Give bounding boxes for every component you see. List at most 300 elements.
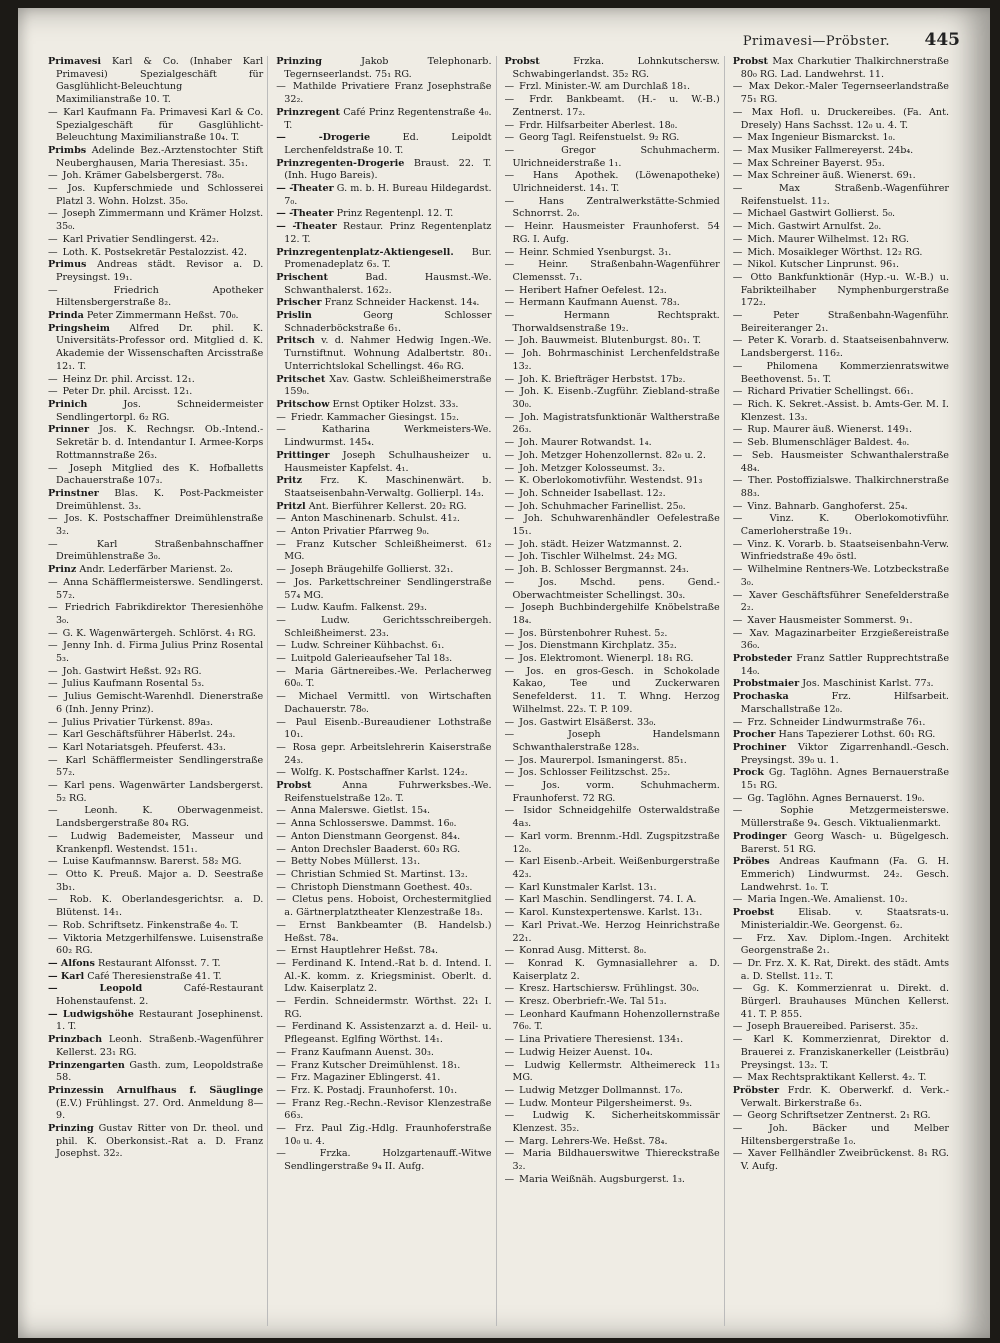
entry-text: Vinz. K. Vorarb. b. Staatseisenbahn-Verw. Winfriedstraße 49₀ östl. — [740, 538, 949, 563]
directory-entry — [276, 640, 491, 653]
directory-entry — [733, 653, 949, 678]
entry-ditto-dash: — — [48, 932, 58, 944]
entry-text: Maria Weißnäh. Augsburgerst. 1₃. — [519, 1173, 685, 1185]
entry-ditto-dash: — — [732, 627, 743, 639]
entry-text: Joh. städt. Heizer Watzmannst. 2. — [519, 538, 682, 550]
entry-text: Mathilde Privatiere Franz Josephstraße 32₂. — [284, 81, 492, 106]
entry-ditto-dash: — — [504, 94, 515, 106]
directory-entry — [276, 335, 491, 373]
directory-entry — [276, 539, 491, 564]
entry-text: v. d. Nahmer Hedwig Ingen.-We. Turnstiftnut. Wohnung Adalbertstr. 80₁. Unterrichtslokal Schellingst. 46₀ RG. — [284, 335, 492, 372]
directory-entry — [505, 475, 720, 488]
entry-ditto-dash: — — [276, 653, 286, 665]
directory-entry — [505, 501, 720, 514]
entry-surname: Prinz — [48, 564, 77, 576]
directory-entry — [505, 996, 720, 1009]
entry-text: Ferdin. Schneidermstr. Wörthst. 22₁ I. RG. — [284, 996, 492, 1020]
entry-text: Heinr. Hausmeister Fraunhoferst. 54 RG. I. Aufg. — [512, 221, 720, 245]
entry-ditto-dash: — — [48, 462, 58, 474]
entry-surname: Primavesi — [48, 56, 102, 67]
directory-entry — [48, 513, 263, 538]
entry-ditto-dash: — — [504, 996, 515, 1008]
directory-entry — [48, 259, 263, 284]
directory-entry — [276, 691, 491, 716]
directory-entry — [48, 577, 263, 602]
directory-entry — [48, 170, 263, 183]
entry-text: Gustav Ritter von Dr. theol. und phil. K. Oberkonsist.-Rat a. D. Franz Josephst. 32₂. — [56, 1123, 264, 1160]
entry-ditto-dash: — — [276, 564, 286, 576]
directory-entry — [48, 386, 263, 399]
entry-ditto-dash: — — [732, 106, 743, 118]
entry-text: Joh. Bauwmeist. Blutenburgst. 80₁. T. — [519, 335, 702, 347]
entry-text: Joh. Maurer Rotwandst. 1₄. — [519, 437, 652, 449]
directory-entry — [276, 501, 491, 514]
entry-ditto-dash: — — [48, 373, 58, 385]
entry-ditto-dash: — — [504, 1173, 515, 1185]
directory-entry — [733, 1034, 949, 1072]
running-head: Primavesi—Pröbster. — [742, 34, 890, 49]
entry-ditto-dash: — — [48, 386, 58, 398]
entry-text: Jos. Bürstenbohrer Ruhest. 5₂. — [519, 627, 668, 639]
entry-ditto-dash: — — [504, 449, 515, 461]
entry-surname: Probst — [732, 56, 768, 67]
entry-text: Anna Schlosserswe. Dammst. 16₀. — [290, 818, 457, 830]
entry-surname: — Karl — [48, 970, 85, 982]
entry-text: Jos. Elektromont. Wienerpl. 18₁ RG. — [519, 653, 694, 665]
entry-ditto-dash: — — [276, 538, 286, 550]
entry-text: Mich. Maurer Wilhelmst. 12₁ RG. — [747, 233, 909, 245]
entry-ditto-dash: — — [504, 983, 515, 995]
entry-ditto-dash: — — [48, 106, 58, 118]
entry-text: Frz. Paul Zig.-Hdlg. Fraunhoferstraße 10₀ u. 4. — [284, 1123, 492, 1147]
entry-surname: — Leopold — [48, 983, 143, 995]
entry-text: Blas. K. Post-Packmeister Dreimühlenst. 3₃. — [56, 487, 264, 512]
entry-text: Hans Tapezierer Lothst. 60₁ RG. — [778, 729, 936, 741]
entry-text: Bad. Hausmst.-We. Schwanthalerst. 162₂. — [284, 271, 492, 296]
entry-ditto-dash: — — [504, 830, 515, 842]
directory-entry — [48, 107, 263, 145]
entry-surname: Prochiner — [732, 741, 787, 753]
entry-text: Alfred Dr. phil. K. Universitäts-Professor ord. Mitglied d. K. Akademie der Wissenschaften Arcisstraße 12₁. T. — [56, 322, 264, 372]
entry-text: Christoph Dienstmann Goethest. 40₃. — [290, 881, 473, 893]
entry-text: Karl Geschäftsführer Häberlst. 24₃. — [62, 729, 236, 741]
entry-text: Restaurant Alfonsst. 7. T. — [98, 957, 221, 969]
entry-text: Julius Kaufmann Rosental 5₃. — [62, 678, 205, 690]
entry-text: Leonh. K. Oberwagenmeist. Landsbergerstraße 80₄ RG. — [56, 805, 264, 830]
directory-entry — [505, 1047, 720, 1060]
directory-entry — [505, 628, 720, 641]
entry-text: Konrad Ausg. Mitterst. 8₀. — [519, 945, 647, 957]
entry-text: Joseph Brauereibed. Pariserst. 35₂. — [747, 1021, 919, 1033]
entry-text: Rob. K. Oberlandesgerichtsr. a. D. Blütenst. 14₁. — [56, 894, 264, 919]
directory-entry — [276, 399, 491, 412]
entry-surname: Pringsheim — [48, 322, 110, 334]
directory-entry — [733, 742, 949, 767]
directory-entry — [733, 691, 949, 716]
entry-text: Ant. Bierführer Kellerst. 20₂ RG. — [308, 500, 467, 512]
directory-entry — [505, 170, 720, 195]
directory-entry — [505, 221, 720, 246]
directory-entry — [505, 132, 720, 145]
directory-entry — [276, 831, 491, 844]
entry-surname: Prinzessin Arnulfhaus f. Säuglinge — [48, 1084, 264, 1096]
entry-ditto-dash: — — [504, 195, 515, 207]
entry-surname: Pritschet — [276, 373, 326, 385]
directory-entry — [733, 272, 949, 310]
entry-text: G. m. b. H. Bureau Hildegardst. 7₀. — [284, 183, 492, 207]
entry-ditto-dash: — — [276, 640, 286, 652]
directory-entry — [276, 374, 491, 399]
entry-ditto-dash: — — [504, 780, 515, 792]
directory-entry — [505, 577, 720, 602]
entry-ditto-dash: — — [276, 665, 286, 677]
directory-entry — [505, 386, 720, 411]
entry-text: Karl & Co. (Inhaber Karl Primavesi) Spezialgeschäft für Gasglühlicht-Beleuchtung Maximilianstraße 10. T. — [56, 56, 264, 106]
entry-text: Rich. K. Sekret.-Assist. b. Amts-Ger. M. I. Klenzest. 13₃. — [740, 398, 949, 423]
directory-entry — [733, 501, 949, 514]
entry-text: Kresz. Oberbriefr.-We. Tal 51₃. — [519, 996, 667, 1008]
directory-entry — [505, 729, 720, 754]
entry-ditto-dash: — — [276, 1021, 286, 1033]
directory-entry — [733, 56, 949, 81]
entry-text: Joh. Metzger Kolosseumst. 3₂. — [519, 462, 666, 474]
entry-ditto-dash: — — [276, 894, 286, 906]
directory-entry — [505, 856, 720, 881]
entry-ditto-dash: — — [276, 1097, 286, 1109]
entry-ditto-dash: — — [504, 894, 515, 906]
entry-ditto-dash: — — [504, 513, 515, 525]
entry-text: Joseph Mitglied des K. Hofballetts Dachauerstraße 107₃. — [56, 462, 264, 487]
entry-ditto-dash: — — [504, 653, 515, 665]
entry-ditto-dash: — — [48, 856, 58, 868]
directory-entry — [276, 526, 491, 539]
entry-text: Hermann Rechtsprakt. Thorwaldsenstraße 19₂. — [512, 310, 720, 334]
entry-ditto-dash: — — [48, 869, 58, 880]
entry-ditto-dash: — — [732, 589, 743, 601]
entry-ditto-dash: — — [504, 564, 515, 576]
entry-surname: Primus — [48, 259, 87, 271]
directory-entry — [276, 818, 491, 831]
directory-entry — [48, 564, 263, 577]
directory-entry — [733, 247, 949, 260]
directory-entry — [505, 551, 720, 564]
entry-text: Jos. Schlosser Feilitzschst. 25₂. — [519, 767, 671, 779]
directory-entry — [733, 234, 949, 247]
directory-entry — [505, 882, 720, 895]
directory-entry — [505, 640, 720, 653]
directory-entry — [733, 729, 949, 742]
entry-text: Frzka. Lohnkutschersw. Schwabingerlandst. 35₂ RG. — [512, 56, 720, 80]
entry-surname: Prinstner — [48, 487, 99, 499]
entry-text: Anton Drechsler Baaderst. 60₃ RG. — [290, 843, 461, 855]
entry-text: Joseph Schulhausheizer u. Hausmeister Kapfelst. 4₁. — [284, 449, 492, 474]
entry-ditto-dash: — — [732, 614, 743, 626]
column-4 — [733, 56, 953, 1326]
entry-ditto-dash: — — [504, 348, 515, 360]
entry-text: Xav. Gastw. Schleißheimerstraße 159₀. — [284, 373, 492, 398]
directory-entry — [505, 120, 720, 133]
directory-entry — [276, 564, 491, 577]
entry-text: Frdr. Bankbeamt. (H.- u. W.-B.) Zentnerst. 17₂. — [512, 94, 720, 118]
entry-text: Joh. Metzger Hohenzollernst. 82₀ u. 2. — [519, 449, 706, 461]
entry-ditto-dash: — — [276, 716, 286, 728]
entry-text: Otto Bankfunktionär (Hyp.-u. W.-B.) u. Fabrikteilhaber Nymphenburgerstraße 172₂. — [740, 271, 949, 309]
entry-text: Georg Wasch- u. Bügelgesch. Barerst. 51 RG. — [740, 830, 949, 855]
entry-ditto-dash: — — [504, 640, 515, 652]
entry-surname: — -Theater — [276, 208, 334, 220]
directory-entry — [505, 894, 720, 907]
entry-ditto-dash: — — [276, 691, 286, 703]
entry-text: Hans Zentralwerkstätte-Schmied Schnorrst. 2₀. — [512, 195, 720, 220]
directory-entry — [276, 1060, 491, 1073]
entry-text: Vinz. K. Oberlokomotivführ. Camerloherstraße 19₁. — [740, 513, 949, 538]
entry-ditto-dash: — — [504, 437, 515, 449]
entry-ditto-dash: — — [504, 945, 515, 957]
entry-ditto-dash: — — [732, 81, 743, 93]
entry-text: Luise Kaufmannsw. Barerst. 58₂ MG. — [62, 856, 242, 868]
entry-ditto-dash: — — [732, 132, 743, 144]
column-1 — [48, 56, 268, 1326]
entry-ditto-dash: — — [48, 208, 58, 220]
directory-entry — [48, 56, 263, 107]
entry-text: Café Theresienstraße 41. T. — [87, 970, 222, 982]
directory-entry — [48, 1009, 263, 1034]
directory-entry — [48, 463, 263, 488]
directory-entry — [733, 717, 949, 730]
directory-entry — [48, 958, 263, 971]
entry-text: Seb. Hausmeister Schwanthalerstraße 48₄. — [740, 449, 949, 474]
entry-ditto-dash: — — [48, 691, 58, 703]
entry-text: Karl Straßenbahnschaffner Dreimühlenstraße 3₀. — [56, 538, 264, 563]
entry-ditto-dash: — — [732, 716, 743, 728]
entry-ditto-dash: — — [504, 386, 515, 398]
entry-ditto-dash: — — [732, 170, 743, 182]
entry-ditto-dash: — — [276, 881, 286, 893]
entry-text: Isidor Schneidgehilfe Osterwaldstraße 4a₃. — [512, 805, 720, 830]
directory-entry — [733, 259, 949, 272]
directory-entry — [505, 247, 720, 260]
entry-text: Peter K. Vorarb. d. Staatseisenbahnverw. Landsbergerst. 116₂. — [740, 335, 949, 360]
entry-text: Joh. Magistratsfunktionär Waltherstraße 26₃. — [512, 411, 720, 436]
entry-surname: Prinzing — [48, 1123, 94, 1135]
directory-entry — [276, 894, 491, 919]
entry-text: Hermann Kaufmann Auenst. 78₃. — [519, 297, 680, 309]
entry-text: Ludw. Monteur Pilgersheimerst. 9₃. — [519, 1097, 693, 1109]
directory-entry — [733, 767, 949, 792]
directory-entry — [276, 1148, 491, 1173]
entry-ditto-dash: — — [504, 475, 515, 487]
directory-entry — [276, 996, 491, 1021]
entry-text: Jos. K. Postschaffner Dreimühlenstraße 3₂. — [56, 513, 264, 538]
directory-entry — [505, 983, 720, 996]
entry-ditto-dash: — — [48, 183, 58, 195]
directory-entry — [48, 399, 263, 424]
entry-text: Luitpold Galerieaufseher Tal 18₃. — [290, 653, 453, 665]
entry-text: Anton Maschinenarb. Schulst. 41₂. — [290, 513, 460, 525]
entry-ditto-dash: — — [732, 805, 743, 817]
entry-ditto-dash: — — [504, 221, 515, 233]
entry-ditto-dash: — — [504, 1034, 515, 1046]
directory-entry — [505, 1136, 720, 1149]
entry-ditto-dash: — — [276, 856, 286, 868]
entry-text: Hans Apothek. (Löwenapotheke) Ulrichneiderst. 14₁. T. — [512, 170, 720, 195]
entry-text: Friedr. Kammacher Giesingst. 15₂. — [290, 411, 460, 423]
entry-text: Anna Fuhrwerksbes.-We. Reifenstuelstraße 12₀. T. — [284, 780, 492, 804]
entry-ditto-dash: — — [504, 170, 515, 182]
entry-text: Katharina Werkmeisters-We. Lindwurmst. 145₄. — [284, 424, 492, 449]
entry-surname: Pritschow — [276, 398, 330, 410]
directory-entry — [276, 742, 491, 767]
entry-ditto-dash: — — [48, 894, 58, 906]
entry-surname: — Ludwigshöhe — [48, 1008, 134, 1020]
directory-entry — [48, 602, 263, 627]
entry-ditto-dash: — — [276, 869, 286, 880]
entry-text: Restaurant Josephinenst. 1. T. — [56, 1008, 264, 1033]
entry-surname: Prinzregent — [276, 106, 340, 118]
directory-entry — [276, 412, 491, 425]
directory-entry — [276, 1085, 491, 1098]
entry-text: Xaver Hausmeister Sommerst. 9₁. — [747, 614, 913, 626]
entry-ditto-dash: — — [504, 1135, 515, 1147]
entry-text: Jos. en gros-Gesch. in Schokolade Kakao, Tee und Zuckerwaren Senefelderst. 11. T. Whng. Herzog Wilhelmst. 22₃. T. P. 109. — [512, 665, 720, 715]
entry-text: Friedrich Apotheker Hiltensbergerstraße 8₂. — [56, 284, 264, 309]
directory-entry — [733, 856, 949, 894]
entry-surname: Proebst — [732, 907, 775, 919]
entry-text: Franz Kaufmann Auenst. 30₃. — [290, 1046, 434, 1058]
entry-ditto-dash: — — [732, 360, 743, 372]
directory-entry — [505, 437, 720, 450]
directory-entry — [48, 729, 263, 742]
directory-entry — [505, 513, 720, 538]
entry-ditto-dash: — — [504, 627, 515, 639]
entry-surname: Prinzregenten-Drogerie — [276, 157, 405, 169]
entry-text: Wolfg. K. Postschaffner Karlst. 124₂. — [290, 767, 468, 779]
entry-surname: Probst — [504, 56, 540, 67]
entry-ditto-dash: — — [504, 957, 515, 969]
entry-text: Karl K. Kommerzienrat, Direktor d. Brauerei z. Franziskanerkeller (Leistbräu) Preysingst. 13₂. T. — [740, 1034, 949, 1071]
entry-ditto-dash: — — [732, 564, 743, 576]
directory-entry — [48, 894, 263, 919]
directory-entry — [733, 310, 949, 335]
entry-text: Anna Schäfflermeisterswe. Sendlingerst. 57₂. — [56, 576, 264, 601]
directory-entry — [48, 285, 263, 310]
entry-text: Lina Privatiere Theresienst. 134₁. — [519, 1034, 684, 1046]
entry-ditto-dash: — — [504, 767, 515, 779]
entry-text: Heinz Dr. phil. Arcisst. 12₁. — [62, 373, 195, 385]
entry-ditto-dash: — — [504, 1148, 515, 1160]
entry-ditto-dash: — — [504, 729, 515, 741]
directory-entry — [505, 755, 720, 768]
directory-entry — [505, 488, 720, 501]
entry-text: Viktor Zigarrenhandl.-Gesch. Preysingst. 39₀ u. 1. — [740, 741, 949, 766]
directory-entry — [505, 958, 720, 983]
directory-entry — [48, 628, 263, 641]
entry-ditto-dash: — — [504, 1059, 515, 1071]
entry-ditto-dash: — — [504, 1084, 515, 1096]
entry-ditto-dash: — — [732, 500, 743, 512]
entry-ditto-dash: — — [48, 919, 58, 931]
entry-text: Karl Notariatsgeh. Pfeuferst. 43₃. — [62, 741, 226, 753]
directory-entry — [276, 1098, 491, 1123]
entry-ditto-dash: — — [732, 233, 743, 245]
entry-ditto-dash: — — [48, 233, 58, 245]
entry-ditto-dash: — — [276, 919, 286, 931]
entry-text: Marg. Lehrers-We. Heßst. 78₄. — [519, 1135, 668, 1147]
entry-ditto-dash: — — [504, 132, 515, 144]
entry-text: Andreas städt. Revisor a. D. Preysingst. 19₁. — [56, 259, 264, 283]
directory-entry — [733, 335, 949, 360]
entry-text: Konrad K. Gymnasiallehrer a. D. Kaiserplatz 2. — [512, 957, 720, 982]
entry-surname: Prinner — [48, 424, 90, 436]
entry-text: Joh. Schuhmacher Farinellist. 25₀. — [519, 500, 686, 512]
entry-text: Joh. Schneider Isabellast. 12₂. — [519, 487, 666, 499]
entry-ditto-dash: — — [732, 424, 743, 436]
entry-text: Ernst Hauptlehrer Heßst. 78₄. — [290, 945, 439, 957]
entry-text: Joh. Bohrmaschinist Lerchenfeldstraße 13₂. — [512, 348, 720, 372]
entry-text: Ludwig Metzger Dollmannst. 17₀. — [519, 1084, 683, 1096]
entry-text: Joseph Handelsmann Schwanthalerstraße 128₃. — [512, 729, 720, 753]
entry-ditto-dash: — — [276, 424, 286, 436]
entry-surname: Prischer — [276, 297, 322, 309]
directory-entry — [733, 1085, 949, 1110]
entry-text: Jos. Dienstmann Kirchplatz. 35₂. — [519, 640, 677, 652]
directory-entry — [733, 437, 949, 450]
entry-ditto-dash: — — [504, 856, 515, 868]
entry-text: Frz. Schneider Lindwurmstraße 76₁. — [747, 716, 926, 728]
directory-entry — [733, 1123, 949, 1148]
entry-ditto-dash: — — [48, 729, 58, 741]
directory-entry — [48, 234, 263, 247]
directory-entry — [733, 450, 949, 475]
directory-entry — [276, 780, 491, 805]
entry-text: Ludw. Gerichtsschreibergeh. Schleißheimerst. 23₃. — [284, 614, 492, 639]
entry-ditto-dash: — — [504, 602, 515, 614]
directory-columns — [48, 56, 953, 1326]
entry-text: Julius Privatier Türkenst. 89a₃. — [62, 716, 213, 728]
entry-text: Joh. K. Eisenb.-Zugführ. Ziebland-straße 30₀. — [512, 386, 720, 410]
directory-entry — [276, 1021, 491, 1046]
entry-ditto-dash: — — [732, 1148, 743, 1160]
directory-entry — [505, 767, 720, 780]
entry-surname: Probst — [276, 780, 312, 792]
directory-entry — [48, 183, 263, 208]
entry-ditto-dash: — — [48, 830, 58, 842]
entry-ditto-dash: — — [732, 437, 743, 449]
directory-entry — [505, 666, 720, 717]
entry-text: Ed. Leipoldt Lerchenfeldstraße 10. T. — [284, 132, 492, 156]
entry-text: Joseph Bräugehilfe Gollierst. 32₁. — [290, 564, 454, 576]
directory-entry — [48, 247, 263, 260]
entry-text: Ludwig Bademeister, Masseur und Krankenpfl. Westendst. 151₁. — [56, 830, 264, 855]
entry-ditto-dash: — — [732, 1110, 743, 1122]
entry-ditto-dash: — — [504, 665, 515, 677]
entry-text: Sophie Metzgermeisterswe. Müllerstraße 9₄. Gesch. Viktualienmarkt. — [740, 805, 949, 830]
directory-entry — [733, 1148, 949, 1173]
entry-surname: Prinzing — [276, 56, 322, 67]
directory-entry — [505, 450, 720, 463]
directory-entry — [48, 1123, 263, 1161]
directory-entry — [276, 767, 491, 780]
entry-ditto-dash: — — [504, 246, 515, 258]
directory-entry — [48, 831, 263, 856]
directory-entry — [48, 1034, 263, 1059]
directory-entry — [505, 463, 720, 476]
entry-ditto-dash: — — [276, 945, 286, 957]
entry-text: Ludwig K. Sicherheitskommissär Klenzest. 35₂. — [512, 1110, 720, 1135]
entry-ditto-dash: — — [732, 157, 743, 169]
directory-entry — [505, 196, 720, 221]
directory-entry — [505, 94, 720, 119]
